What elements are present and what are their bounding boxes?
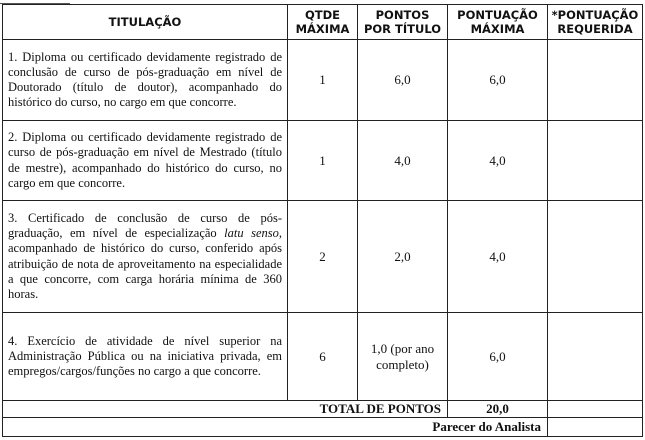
titles-score-table [2,4,643,437]
pontuacao-value: 6,0 [489,348,506,364]
qtde-cell [288,201,358,313]
total-value: 20,0 [486,401,509,416]
qtde-value: 1 [319,72,326,87]
qtde-value: 6 [319,348,326,364]
titulo-text-continued: , acompanhado de histórico do curso, conferido após atribuição de nota de aproveitamento na especialidade a que concorre, com carga horária mínima de 360 horas. [8,226,282,301]
titulo-cell [3,313,288,401]
header-qtde [288,5,358,40]
header-pontos-line2: POR TÍTULO [363,22,442,36]
titulo-text: 4. Exercício de atividade de nível superior na Administração Pública ou na iniciativa privada, em empregos/cargos/funções no cargo a que concorre. [8,333,282,379]
qtde-cell [288,40,358,121]
total-value-cell [448,401,548,418]
parecer-label: Parecer do Analista [432,419,541,434]
titulo-text: 1. Diploma ou certificado devidamente registrado de conclusão de curso de pós-graduação em nível de Doutorado (título de doutor), acompanhado do histórico do curso, no cargo em que concorre. [8,49,282,110]
table-row [3,313,643,401]
pontuacao-cell [448,121,548,201]
header-requerida-line1: *PONTUAÇÃO [551,8,639,22]
header-row [3,5,643,40]
table-row [3,201,643,313]
qtde-value: 1 [319,152,326,168]
header-titulacao [3,5,288,40]
pontos-value: 1,0 (por ano completo) [370,340,435,372]
requerida-cell[interactable] [548,313,643,401]
requerida-cell[interactable] [548,201,643,313]
table-row [3,40,643,121]
qtde-cell [288,121,358,201]
titulo-cell [3,121,288,201]
pontos-cell [358,121,448,201]
parecer-label-cell [3,418,548,437]
pontuacao-value: 4,0 [489,152,506,168]
titulo-italic-text: latu senso [224,226,279,241]
titulo-cell [3,40,288,121]
header-pontuacao-line2: MÁXIMA [470,22,525,36]
header-requerida-line2: REQUERIDA [557,22,633,36]
requerida-cell[interactable] [548,40,643,121]
total-row [3,401,643,418]
header-requerida [548,5,643,40]
pontos-cell [358,201,448,313]
pontuacao-cell [448,313,548,401]
qtde-cell [288,313,358,401]
header-pontos-line1: PONTOS [375,8,430,22]
header-qtde-line2: MÁXIMA [295,22,350,36]
header-qtde-line1: QTDE [304,8,341,22]
titulo-text: 3. Certificado de conclusão de curso de pós-graduação, em nível de especialização [8,210,282,241]
parecer-row [3,418,643,437]
total-requerida-cell[interactable] [548,401,643,418]
header-pontuacao-line1: PONTUAÇÃO [457,8,538,22]
header-pontuacao [448,5,548,40]
pontuacao-value: 4,0 [489,248,506,264]
total-label: TOTAL DE PONTOS [319,401,441,416]
table-row [3,121,643,201]
total-label-cell [3,401,448,418]
titulo-cell [3,201,288,313]
pontos-value: 6,0 [394,72,411,87]
pontos-value: 4,0 [394,152,411,168]
pontos-cell [358,313,448,401]
pontos-cell [358,40,448,121]
requerida-cell[interactable] [548,121,643,201]
header-titulacao-label: TITULAÇÃO [108,15,182,29]
titulo-text: 2. Diploma ou certificado devidamente registrado de curso de pós-graduação em nível de Mestrado (título de mestre), acompanhado do histórico do curso, no cargo em que concorre. [8,130,282,190]
header-pontos [358,5,448,40]
qtde-value: 2 [319,248,326,264]
pontos-value: 2,0 [394,248,411,264]
pontuacao-value: 6,0 [489,72,506,87]
pontuacao-cell [448,201,548,313]
parecer-value-cell[interactable] [548,418,643,437]
pontuacao-cell [448,40,548,121]
